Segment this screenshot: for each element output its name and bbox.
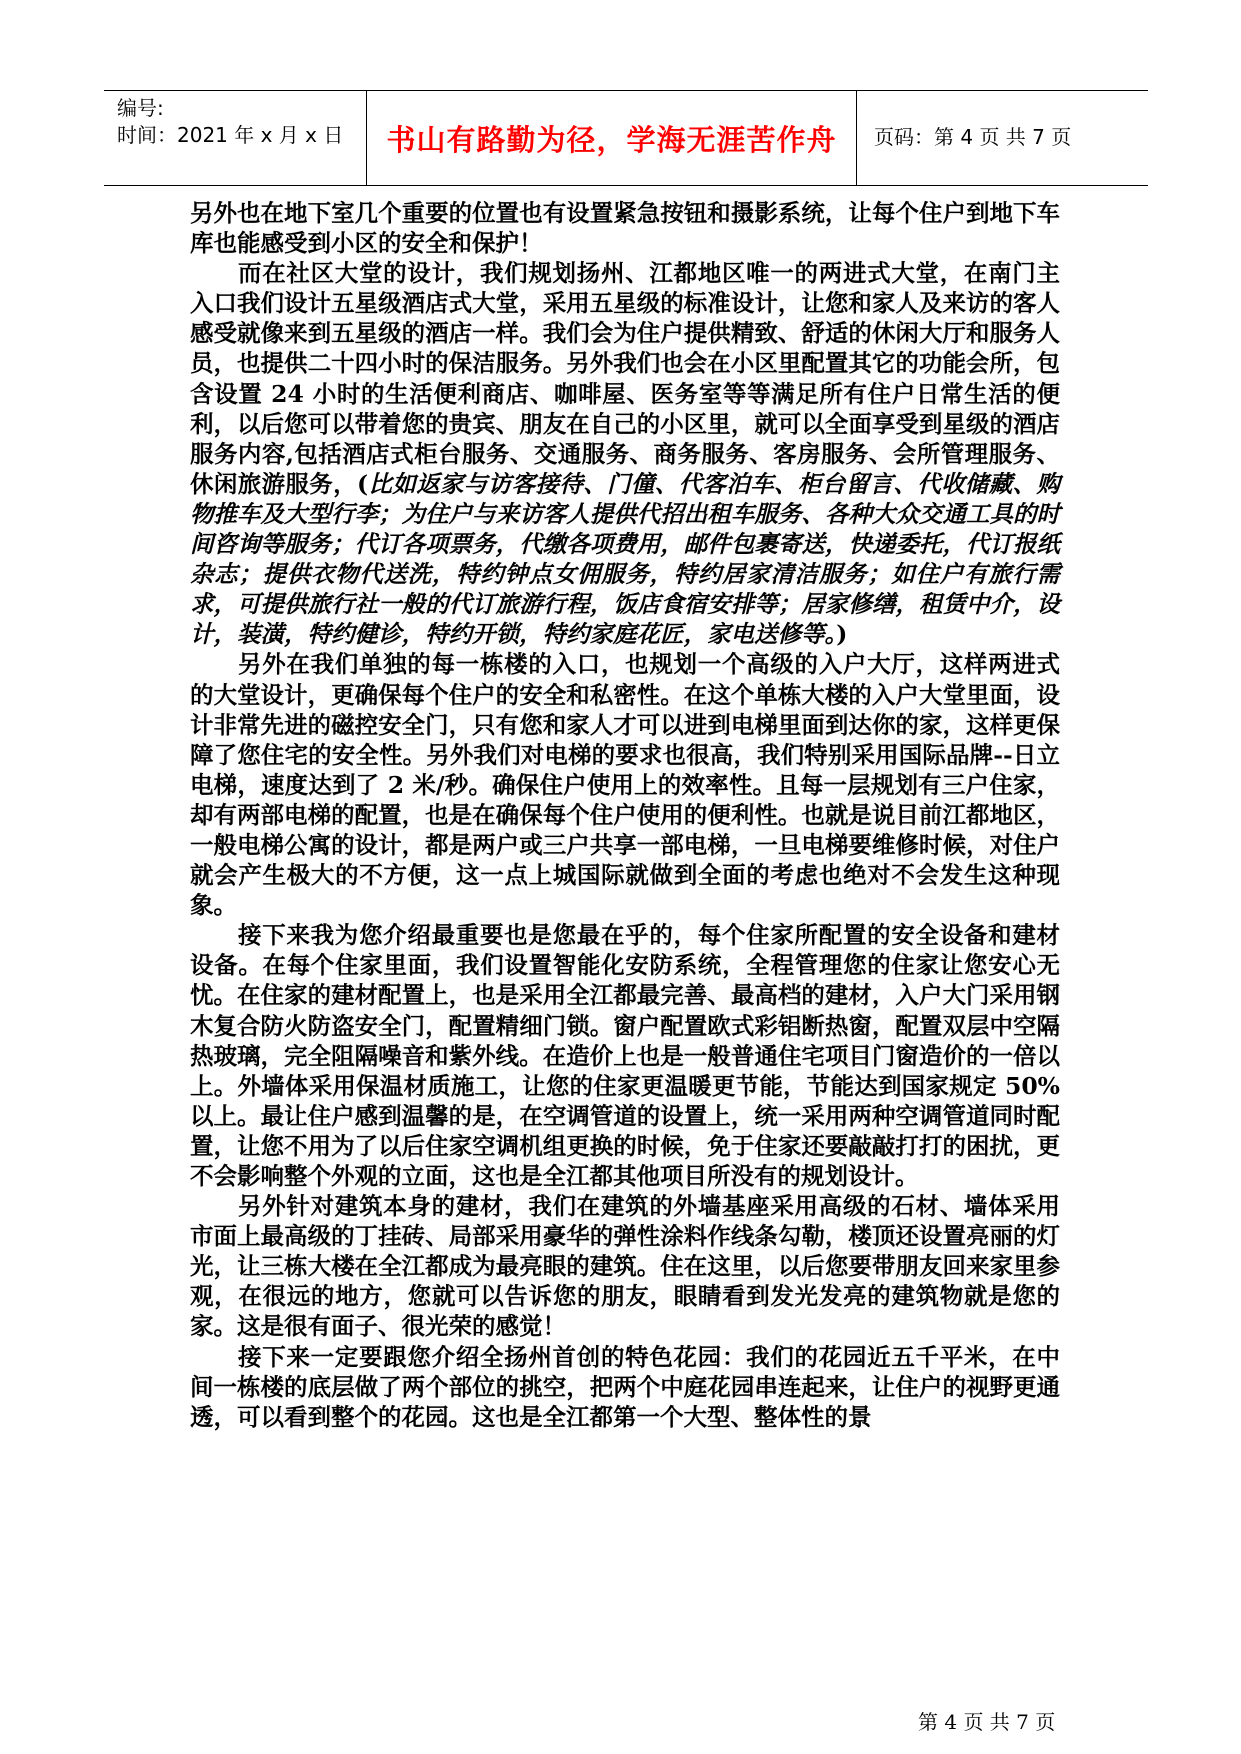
header-page-number: 页码：第 4 页 共 7 页 [874,125,1072,149]
paragraph [190,258,1060,649]
document-header [104,90,1148,186]
paragraph-text: ) [836,620,848,649]
paragraph: 另外也在地下室几个重要的位置也有设置紧急按钮和摄影系统，让每个住户到地下车库也能感受到小区的安全和保护！ [190,199,1060,258]
header-motto: 书山有路勤为径，学海无涯苦作舟 [386,123,837,157]
document-body [190,198,1060,1432]
serial-number-label: 编号: [117,96,164,120]
paragraph: 接下来一定要跟您介绍全扬州首创的特色花园：我们的花园近五千平米，在中间一栋楼的底层做了两个部位的挑空，把两个中庭花园串连起来，让住户的视野更通透，可以看到整个的花园。这也是全江都第一个大型、整体性的景 [190,1342,1060,1431]
header-divider [856,91,857,185]
service-list-italic: 比如返家与访客接待、门僮、代客泊车、柜台留言、代收储藏、购物推车及大型行李；为住户与来访客人提供代招出租车服务、各种大众交通工具的时间咨询等服务；代订各项票务，代缴各项费用，邮件包裹寄送，快递委托，代订报纸杂志；提供衣物代送洗，特约钟点女佣服务，特约居家清洁服务；如住户有旅行需求，可提供旅行社一般的代订旅游行程，饭店食宿安排等；居家修缮，租赁中介，设计，装潢，特约健诊，特约开锁，特约家庭花匠，家电送修等。 [190,469,1060,649]
paragraph: 接下来我为您介绍最重要也是您最在乎的，每个住家所配置的安全设备和建材设备。在每个住家里面，我们设置智能化安防系统，全程管理您的住家让您安心无忧。在住家的建材配置上，也是采用全江都最完善、最高档的建材，入户大门采用钢木复合防火防盗安全门，配置精细门锁。窗户配置欧式彩铝断热窗，配置双层中空隔热玻璃，完全阻隔噪音和紫外线。在造价上也是一般普通住宅项目门窗造价的一倍以上。外墙体采用保温材质施工，让您的住家更温暖更节能，节能达到国家规定 50%以上。最让住户感到温馨的是，在空调管道的设置上，统一采用两种空调管道同时配置，让您不用为了以后住家空调机组更换的时候，免于住家还要敲敲打打的困扰，更不会影响整个外观的立面，这也是全江都其他项目所没有的规划设计。 [190,921,1060,1190]
date-label: 时间：2021 年 x 月 x 日 [117,123,344,147]
paragraph-text: 而在社区大堂的设计，我们规划扬州、江都地区唯一的两进式大堂，在南门主入口我们设计五星级酒店式大堂，采用五星级的标准设计，让您和家人及来访的客人感受就像来到五星级的酒店一样。我们会为住户提供精致、舒适的休闲大厅和服务人员，也提供二十四小时的保洁服务。另外我们也会在小区里配置其它的功能会所，包含设置 24 小时的生活便利商店、咖啡屋、医务室等等满足所有住户日常生活的便利，以后您可以带着您的贵宾、朋友在自己的小区里，就可以全面享受到星级的酒店服务内容,包括酒店式柜台服务、交通服务、商务服务、客房服务、会所管理服务、休闲旅游服务，( [190,259,1060,498]
paragraph: 另外针对建筑本身的建材，我们在建筑的外墙基座采用高级的石材、墙体采用市面上最高级的丁挂砖、局部采用豪华的弹性涂料作线条勾勒，楼顶还设置亮丽的灯光，让三栋大楼在全江都成为最亮眼的建筑。住在这里，以后您要带朋友回来家里参观，在很远的地方，您就可以告诉您的朋友，眼睛看到发光发亮的建筑物就是您的家。这是很有面子、很光荣的感觉！ [190,1192,1060,1341]
footer-page-number: 第 4 页 共 7 页 [918,1710,1056,1734]
paragraph: 另外在我们单独的每一栋楼的入口，也规划一个高级的入户大厅，这样两进式的大堂设计，更确保每个住户的安全和私密性。在这个单栋大楼的入户大堂里面，设计非常先进的磁控安全门，只有您和家人才可以进到电梯里面到达你的家，这样更保障了您住宅的安全性。另外我们对电梯的要求也很高，我们特别采用国际品牌--日立电梯，速度达到了 2 米/秒。确保住户使用上的效率性。且每一层规划有三户住家，却有两部电梯的配置，也是在确保每个住户使用的便利性。也就是说目前江都地区，一般电梯公寓的设计，都是两户或三户共享一部电梯，一旦电梯要维修时候，对住户就会产生极大的不方便，这一点上城国际就做到全面的考虑也绝对不会发生这种现象。 [190,650,1060,920]
